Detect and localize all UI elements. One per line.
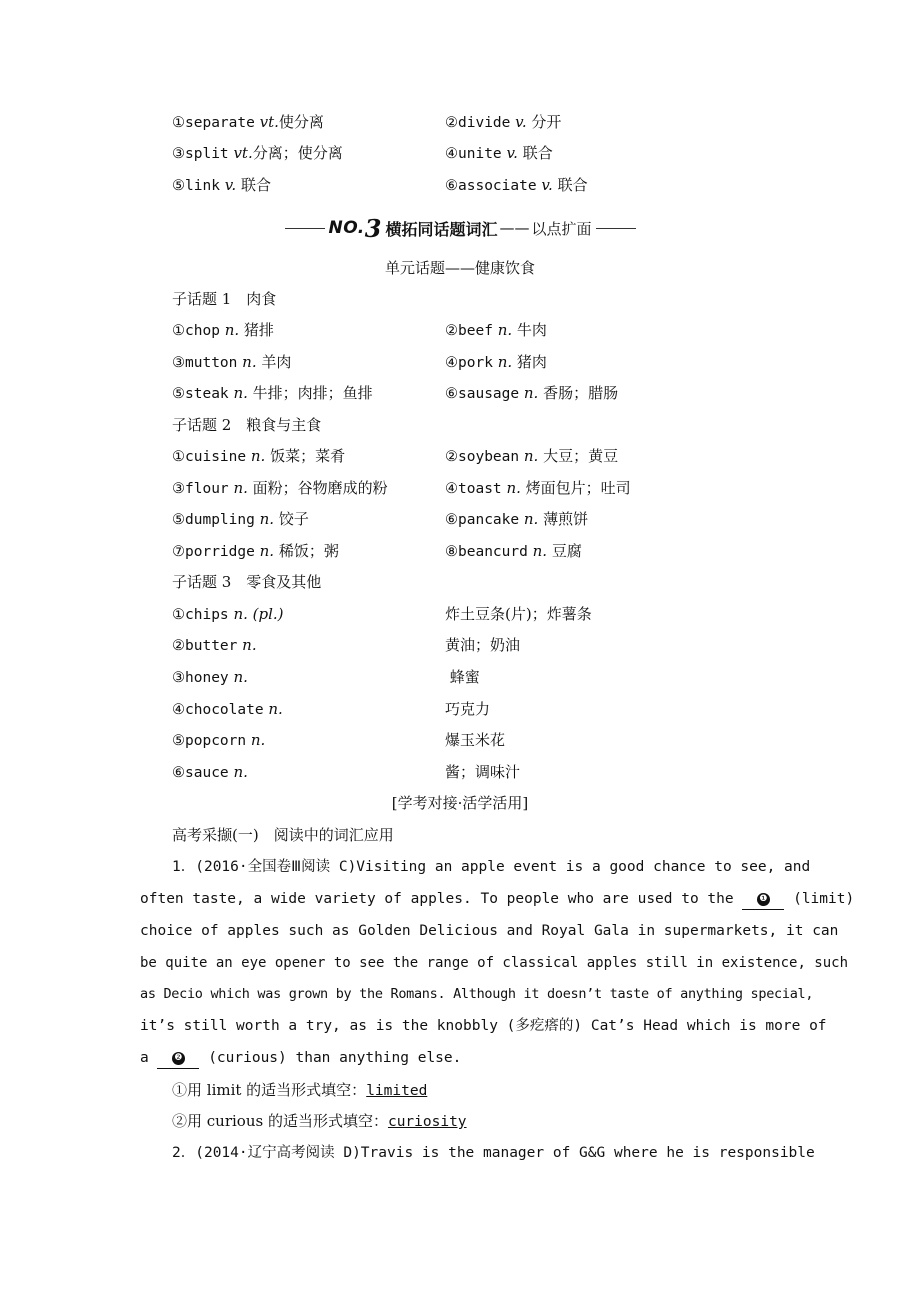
heading-no: NO. — [328, 218, 365, 238]
subtopic-label: 子话题 3 零食及其他 — [172, 573, 322, 591]
question-1-line: be quite an eye opener to see the range of classical apples still in existence, such — [140, 955, 849, 971]
question-1-line: 1．(2016·全国卷Ⅲ阅读 C)Visiting an apple event is a good chance to see, and — [172, 859, 811, 875]
word-entry: ③flour n. 面粉；谷物磨成的粉 — [172, 479, 388, 497]
word-entry: ⑥sausage n. 香肠；腊肠 — [445, 384, 619, 402]
word-entry: ⑧beancurd n. 豆腐 — [445, 542, 582, 560]
word-entry: ③split vt.分离；使分离 — [172, 144, 343, 162]
answer-2: ②用 curious 的适当形式填空：curiosity — [172, 1112, 467, 1130]
word-entry: ②beef n. 牛肉 — [445, 321, 547, 339]
section-heading — [0, 214, 920, 242]
word-entry: ⑤popcorn n. — [172, 731, 266, 749]
question-1-line: it’s still worth a try, as is the knobbly (多疙瘩的) Cat’s Head which is more of — [140, 1018, 827, 1034]
word-entry: ②butter n. — [172, 636, 257, 654]
word-entry: ③mutton n. 羊肉 — [172, 353, 292, 371]
word-entry: ⑥sauce n. — [172, 763, 248, 781]
question-1-line: as Decio which was grown by the Romans. Although it doesn’t taste of anything special, — [140, 986, 814, 1002]
question-1-line: often taste, a wide variety of apples. To people who are used to the ❶ (limit) — [140, 889, 810, 910]
exam-heading: 高考采撷(一) 阅读中的词汇应用 — [172, 826, 394, 844]
word-entry: ⑤dumpling n. 饺子 — [172, 510, 309, 528]
heading-dash: —— — [499, 219, 530, 237]
question-2-line: 2．(2014·辽宁高考阅读 D)Travis is the manager of G&G where he is responsible — [172, 1145, 815, 1161]
word-entry: ⑥pancake n. 薄煎饼 — [445, 510, 589, 528]
word-entry: ①chop n. 猪排 — [172, 321, 274, 339]
word-entry: ②soybean n. 大豆；黄豆 — [445, 447, 619, 465]
word-entry: ⑥associate v. 联合 — [445, 176, 588, 194]
word-entry: ①chips n. (pl.) — [172, 605, 284, 623]
word-definition: 黄油；奶油 — [445, 636, 521, 654]
word-entry: ①separate vt.使分离 — [172, 113, 324, 131]
word-definition: 酱；调味汁 — [445, 763, 521, 781]
heading-rule-right — [596, 228, 636, 229]
unit-topic: 单元话题——健康饮食 — [384, 259, 535, 277]
word-definition: 蜂蜜 — [445, 668, 480, 686]
blank-1[interactable]: ❶ — [742, 889, 784, 910]
word-entry: ⑤steak n. 牛排；肉排；鱼排 — [172, 384, 373, 402]
word-definition: 爆玉米花 — [445, 731, 506, 749]
word-entry: ①cuisine n. 饭菜；菜肴 — [172, 447, 346, 465]
word-definition: 巧克力 — [445, 700, 491, 718]
question-1-line: a ❷ (curious) than anything else. — [140, 1048, 810, 1069]
practice-heading: [学考对接·活学活用] — [391, 794, 529, 812]
word-entry: ④toast n. 烤面包片；吐司 — [445, 479, 631, 497]
word-entry: ⑦porridge n. 稀饭；粥 — [172, 542, 339, 560]
word-definition: 炸土豆条(片)；炸薯条 — [445, 605, 592, 623]
word-entry: ⑤link v. 联合 — [172, 176, 271, 194]
subtopic-label: 子话题 1 肉食 — [172, 290, 277, 308]
heading-title: 横拓同话题词汇 — [385, 219, 498, 239]
answer-1: ①用 limit 的适当形式填空：limited — [172, 1081, 428, 1099]
blank-2[interactable]: ❷ — [157, 1048, 199, 1069]
word-entry: ②divide v. 分开 — [445, 113, 562, 131]
subtopic-label: 子话题 2 粮食与主食 — [172, 416, 322, 434]
word-entry: ④pork n. 猪肉 — [445, 353, 547, 371]
word-entry: ③honey n. — [172, 668, 248, 686]
word-entry: ④chocolate n. — [172, 700, 283, 718]
heading-subtitle: 以点扩面 — [531, 219, 592, 238]
word-entry: ④unite v. 联合 — [445, 144, 553, 162]
question-1-line: choice of apples such as Golden Delicious and Royal Gala in supermarkets, it can — [140, 923, 839, 939]
heading-number: 3 — [364, 213, 382, 243]
heading-rule-left — [285, 228, 325, 229]
